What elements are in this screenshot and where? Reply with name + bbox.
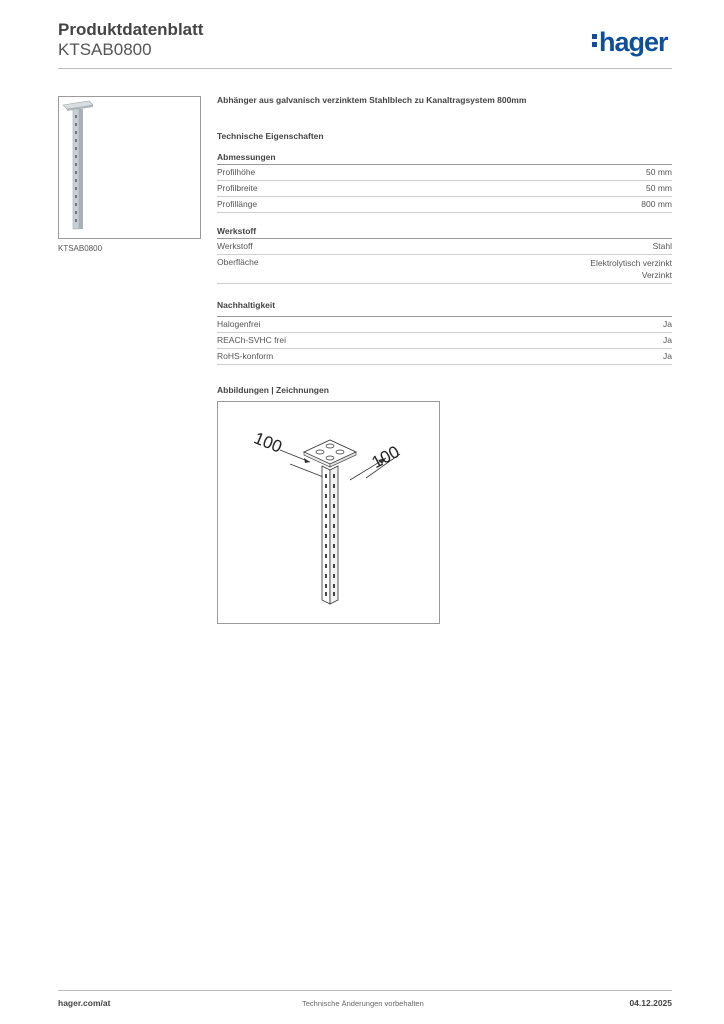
section-title: Nachhaltigkeit	[217, 300, 672, 317]
table-row	[217, 317, 672, 333]
row-value	[590, 257, 672, 281]
section-title: Abmessungen	[217, 152, 672, 165]
section-title: Werkstoff	[217, 226, 672, 239]
footer-date: 04.12.2025	[629, 998, 672, 1008]
footer-website[interactable]: hager.com/at	[58, 998, 111, 1008]
technical-drawing	[217, 401, 440, 624]
header-divider	[58, 68, 672, 69]
footer-divider	[58, 990, 672, 991]
figures-title: Abbildungen | Zeichnungen	[217, 385, 329, 395]
table-row	[217, 181, 672, 197]
row-label: Werkstoff	[217, 241, 253, 251]
row-value: Ja	[663, 319, 672, 329]
hager-logo	[592, 27, 668, 58]
row-label: Profilhöhe	[217, 167, 256, 177]
row-value-line: Verzinkt	[641, 270, 672, 280]
row-value: 50 mm	[646, 183, 672, 193]
row-value: 50 mm	[646, 167, 672, 177]
logo-dots-icon	[592, 27, 598, 51]
row-value: Stahl	[652, 241, 672, 251]
footer-notice: Technische Änderungen vorbehalten	[302, 999, 424, 1008]
product-code: KTSAB0800	[58, 40, 152, 59]
section-dimensions	[217, 152, 672, 213]
product-details	[217, 95, 672, 624]
table-row	[217, 239, 672, 255]
product-description: Abhänger aus galvanisch verzinktem Stahlblech zu Kanaltragsystem 800mm	[217, 95, 527, 105]
row-label: Halogenfrei	[217, 319, 261, 329]
row-label: RoHS-konform	[217, 351, 274, 361]
technical-heading: Technische Eigenschaften	[217, 131, 324, 141]
table-row	[217, 255, 672, 284]
table-row	[217, 349, 672, 365]
photo-caption: KTSAB0800	[58, 244, 103, 253]
row-value: 800 mm	[641, 199, 672, 209]
dimension-label-left: 100	[251, 428, 285, 457]
dimension-label-right: 100	[368, 442, 403, 473]
row-label: Profilbreite	[217, 183, 258, 193]
row-label: Oberfläche	[217, 257, 259, 267]
section-material	[217, 226, 672, 284]
row-label: REACh-SVHC frei	[217, 335, 286, 345]
table-row	[217, 333, 672, 349]
logo-text: hager	[599, 27, 668, 57]
hanger-photo-icon	[59, 97, 200, 238]
section-sustainability	[217, 300, 672, 365]
hanger-drawing-icon	[218, 402, 439, 623]
row-label: Profillänge	[217, 199, 258, 209]
page-title: Produktdatenblatt	[58, 20, 204, 39]
table-row	[217, 165, 672, 181]
table-row	[217, 197, 672, 213]
row-value: Ja	[663, 351, 672, 361]
product-photo	[58, 96, 201, 239]
row-value-line: Elektrolytisch verzinkt	[590, 258, 672, 268]
row-value: Ja	[663, 335, 672, 345]
